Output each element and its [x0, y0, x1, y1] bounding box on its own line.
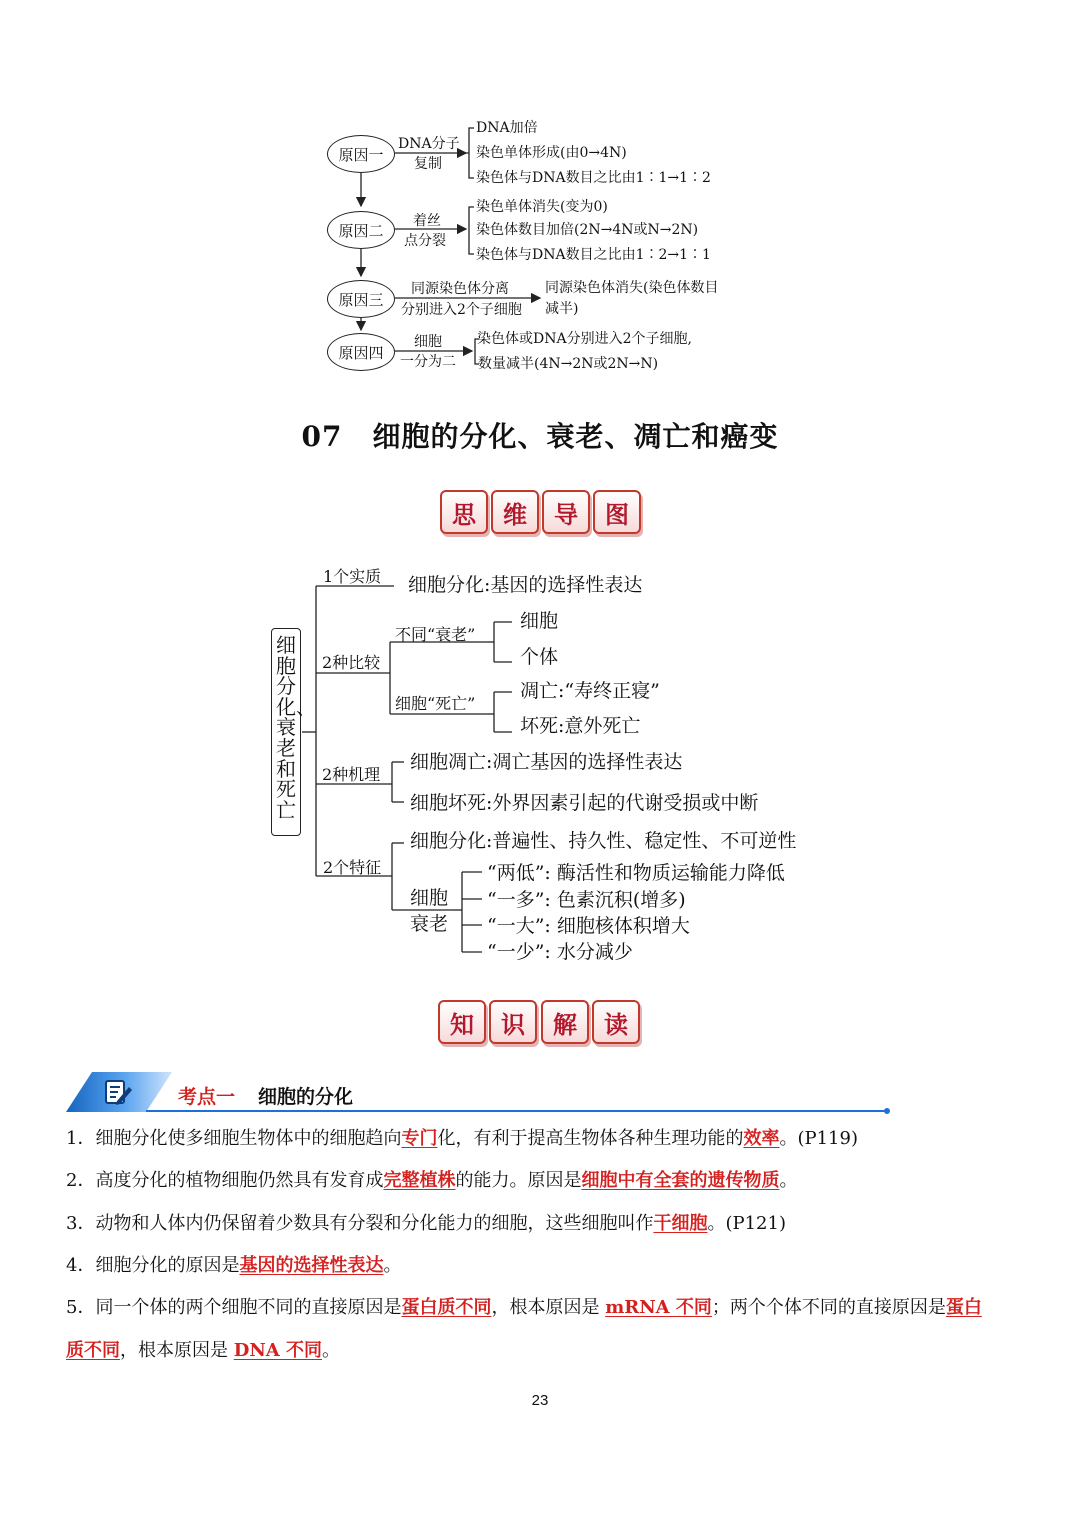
badge-char: 解	[541, 1000, 589, 1044]
point-1	[66, 1128, 858, 1150]
text: 。	[383, 1255, 402, 1276]
mechanism-apoptosis: 细胞凋亡:凋亡基因的选择性表达	[410, 751, 683, 773]
badge-char: 知	[438, 1000, 486, 1044]
aging-cell: 细胞	[520, 610, 559, 632]
section-title-text: 细胞的分化、衰老、凋亡和癌变	[372, 420, 779, 453]
arrow2-top-label: 着丝	[413, 213, 441, 229]
branch-comparison: 2种比较	[322, 653, 381, 672]
highlight: 细胞中有全套的遗传物质	[581, 1170, 780, 1191]
cause-oval-1: 原因一	[327, 135, 395, 173]
result4-a: 染色体或DNA分别进入2个子细胞,	[477, 331, 692, 347]
highlight: 质不同	[66, 1340, 120, 1361]
section-number: 07	[301, 420, 343, 453]
arrow1-bottom-label: 复制	[414, 156, 442, 172]
highlight: 专门	[401, 1128, 438, 1149]
text: 。(P121)	[707, 1213, 786, 1234]
kaodian-label: 考点一	[178, 1086, 236, 1108]
text: 5．同一个体的两个细胞不同的直接原因是	[66, 1297, 402, 1318]
result2-b: 染色体数目加倍(2N→4N或N→2N)	[476, 222, 699, 238]
highlight: 蛋白质不同	[401, 1297, 492, 1318]
badge-char: 思	[440, 490, 488, 534]
point-5-line-1	[66, 1297, 982, 1319]
aging-trait-2: “一多”: 色素沉积(增多)	[487, 889, 686, 911]
aging-individual: 个体	[520, 646, 559, 668]
highlight: 基因的选择性表达	[239, 1255, 384, 1276]
arrow4-top-label: 细胞	[414, 334, 442, 350]
arrow3-top-label: 同源染色体分离	[411, 281, 509, 297]
text: ，根本原因是	[491, 1297, 606, 1318]
aging-trait-4: “一少”: 水分减少	[487, 941, 633, 963]
text: ；两个个体不同的直接原因是	[711, 1297, 946, 1318]
badge-char: 导	[542, 490, 590, 534]
badge-char: 读	[592, 1000, 640, 1044]
badge-char: 识	[489, 1000, 537, 1044]
essence-leaf: 细胞分化:基因的选择性表达	[408, 574, 643, 596]
branch-mechanism: 2种机理	[322, 765, 381, 784]
text: ，根本原因是	[120, 1340, 234, 1361]
result1-c: 染色体与DNA数目之比由1∶1→1∶2	[476, 170, 711, 186]
arrow1-top-label: DNA分子	[398, 136, 460, 152]
branch-essence: 1个实质	[323, 567, 382, 586]
badge-char: 图	[593, 490, 641, 534]
aging-trait-3: “一大”: 细胞核体积增大	[487, 915, 690, 937]
feature-aging-a: 细胞	[410, 887, 449, 909]
cause-oval-3: 原因三	[327, 280, 395, 318]
feature-aging-b: 衰老	[410, 913, 449, 935]
death-necrosis: 坏死:意外死亡	[520, 715, 641, 737]
arrow4-bottom-label: 一分为二	[400, 354, 456, 370]
highlight: mRNA 不同	[605, 1297, 712, 1318]
text: 。(P119)	[779, 1128, 858, 1149]
point-5-line-2	[66, 1340, 340, 1362]
comparison-aging: 不同“衰老”	[395, 625, 476, 644]
death-apoptosis: 凋亡:“寿终正寝”	[520, 680, 660, 702]
page-number: 23	[531, 1392, 549, 1409]
text: 化，有利于提高生物体各种生理功能的	[437, 1128, 744, 1149]
arrow3-bottom-label: 分别进入2个子细胞	[401, 302, 522, 318]
kaodian-title: 细胞的分化	[258, 1086, 354, 1108]
cause-oval-4: 原因四	[327, 333, 395, 371]
text: 。	[322, 1340, 341, 1361]
highlight: 效率	[743, 1128, 780, 1149]
highlight: 完整植株	[383, 1170, 456, 1191]
highlight: DNA 不同	[233, 1340, 323, 1361]
result4-b: 数量减半(4N→2N或2N→N)	[478, 356, 659, 372]
mindmap-root-text: 细胞分化、衰老和死亡	[276, 633, 316, 822]
text: 3．动物和人体内仍保留着少数具有分裂和分化能力的细胞，这些细胞叫作	[66, 1213, 654, 1234]
feature-differentiation: 细胞分化:普遍性、持久性、稳定性、不可逆性	[410, 830, 797, 852]
text: 的能力。原因是	[455, 1170, 582, 1191]
point-3	[66, 1213, 786, 1235]
text: 。	[779, 1170, 798, 1191]
cause-oval-2: 原因二	[327, 211, 395, 249]
note-pencil-icon	[103, 1077, 133, 1107]
point-2	[66, 1170, 797, 1192]
result1-b: 染色单体形成(由0→4N)	[476, 145, 627, 161]
text: 4．细胞分化的原因是	[66, 1255, 240, 1276]
arrow2-bottom-label: 点分裂	[404, 233, 446, 249]
highlight: 蛋白	[945, 1297, 982, 1318]
result1-a: DNA加倍	[476, 120, 538, 136]
comparison-death: 细胞“死亡”	[395, 694, 476, 713]
highlight: 干细胞	[653, 1213, 708, 1234]
result3-a: 同源染色体消失(染色体数目	[545, 280, 719, 296]
result2-a: 染色单体消失(变为0)	[476, 199, 608, 215]
text: 2．高度分化的植物细胞仍然具有发育成	[66, 1170, 384, 1191]
result2-c: 染色体与DNA数目之比由1∶2→1∶1	[476, 247, 711, 263]
point-4	[66, 1255, 401, 1277]
branch-features: 2个特征	[323, 858, 382, 877]
aging-trait-1: “两低”: 酶活性和物质运输能力降低	[487, 862, 785, 884]
badge-char: 维	[491, 490, 539, 534]
mechanism-necrosis: 细胞坏死:外界因素引起的代谢受损或中断	[410, 792, 759, 814]
text: 1．细胞分化使多细胞生物体中的细胞趋向	[66, 1128, 402, 1149]
result3-b: 减半)	[545, 301, 579, 317]
